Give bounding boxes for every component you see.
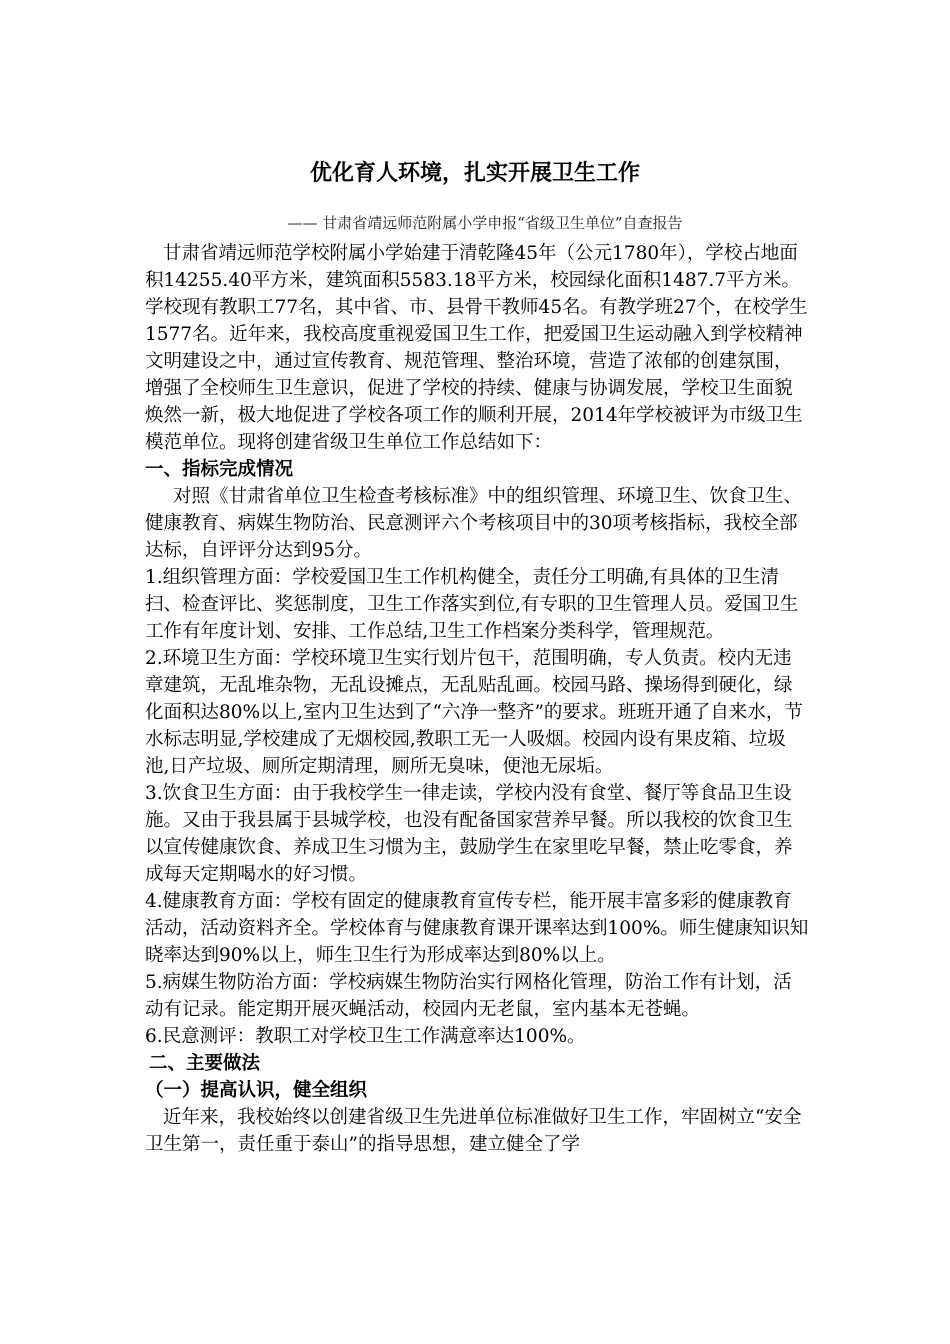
document-title: 优化育人环境，扎实开展卫生工作	[309, 161, 640, 186]
section-heading-main-practices: 二、主要做法	[149, 1053, 261, 1074]
item-organization-management: 1.组织管理方面：学校爱国卫生工作机构健全，责任分工明确,有具体的卫生清扫、检查评比、奖惩制度，卫生工作落实到位,有专职的卫生管理人员。爱国卫生工作有年度计划、安排、工作总结,卫生工作档案分类科学，管理规范。	[145, 567, 799, 642]
intro-paragraph: 甘肃省靖远师范学校附属小学始建于清乾隆45年（公元1780年），学校占地面积14255.40平方米，建筑面积5583.18平方米，校园绿化面积1487.7平方米。学校现有教职工77名，其中省、市、县骨干教师45名。有教学班27个，在校学生1577名。近年来，我校高度重视爱国卫生工作，把爱国卫生运动融入到学校精神文明建设之中，通过宣传教育、规范管理、整治环境，营造了浓郁的创建氛围，增强了全校师生卫生意识，促进了学校的持续、健康与协调发展，学校卫生面貌焕然一新，极大地促进了学校各项工作的顺利开展，2014年学校被评为市级卫生模范单位。现将创建省级卫生单位工作总结如下：	[145, 243, 808, 453]
item-public-opinion: 6.民意测评：教职工对学校卫生工作满意率达100%。	[145, 1026, 586, 1047]
item-health-education: 4.健康教育方面：学校有固定的健康教育宣传专栏，能开展丰富多彩的健康教育活动，活动资料齐全。学校体育与健康教育课开课率达到100%。师生健康知识知晓率达到90%以上，师生卫生行为形成率达到80%以上。	[145, 891, 809, 966]
item-food-hygiene: 3.饮食卫生方面：由于我校学生一律走读，学校内没有食堂、餐厅等食品卫生设施。又由于我县属于县城学校，也没有配备国家营养早餐。所以我校的饮食卫生以宣传健康饮食、养成卫生习惯为主，鼓励学生在家里吃早餐，禁止吃零食，养成每天定期喝水的好习惯。	[145, 783, 793, 885]
document-subtitle: —— 甘肃省靖远师范附属小学申报“省级卫生单位”自查报告	[287, 214, 683, 232]
subsection-heading-organization: （一）提高认识，健全组织	[145, 1080, 368, 1101]
indicators-intro-paragraph: 对照《甘肃省单位卫生检查考核标准》中的组织管理、环境卫生、饮食卫生、健康教育、病媒生物防治、民意测评六个考核项目中的30项考核指标，我校全部达标，自评评分达到95分。	[145, 486, 803, 561]
document-body	[145, 240, 810, 1158]
item-vector-control: 5.病媒生物防治方面：学校病媒生物防治实行网格化管理，防治工作有计划，活动有记录。能定期开展灭蝇活动，校园内无老鼠，室内基本无苍蝇。	[145, 972, 792, 1020]
item-environmental-hygiene: 2.环境卫生方面：学校环境卫生实行划片包干，范围明确，专人负责。校内无违章建筑，无乱堆杂物，无乱设摊点，无乱贴乱画。校园马路、操场得到硬化，绿化面积达80%以上,室内卫生达到了“六净一整齐”的要求。班班开通了自来水，节水标志明显,学校建成了无烟校园,教职工无一人吸烟。校园内设有果皮箱、垃圾池,日产垃圾、厕所定期清理，厕所无臭味，便池无尿垢。	[145, 648, 803, 777]
section-heading-indicators: 一、指标完成情况	[145, 459, 294, 480]
subsection-paragraph-organization: 近年来，我校始终以创建省级卫生先进单位标准做好卫生工作，牢固树立“安全卫生第一，责任重于泰山”的指导思想，建立健全了学	[145, 1107, 802, 1155]
